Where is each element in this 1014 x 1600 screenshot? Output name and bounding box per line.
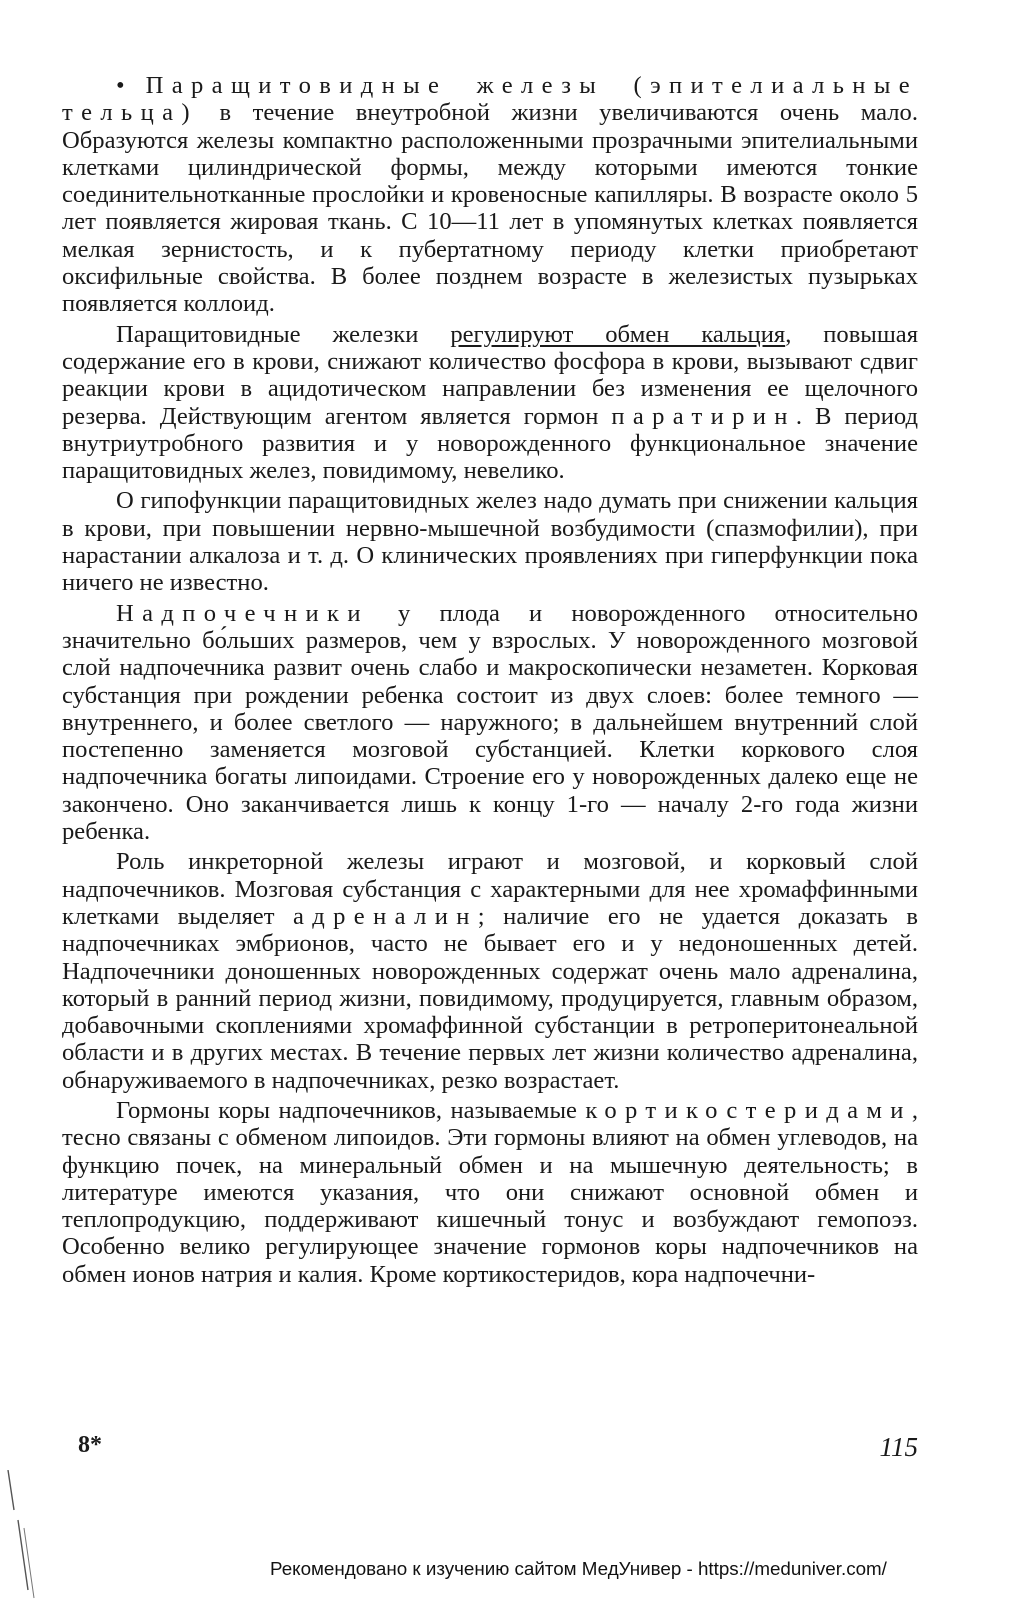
text-run: , тесно связаны с обменом липоидов. Эти гормоны влияют на обмен углеводов, на функцию почек, на минеральный обмен и на мышечную деятельность; в литературе имеются указания, что они снижают основной обмен и теплопродукцию, поддерживают кишечный тонус и возбуждают гемопоэз. Особенно велико регулирующее значение гормонов коры надпочечников на обмен ионов натрия и калия. Кроме кортикостеридов, кора надпочечни-: [62, 1096, 918, 1288]
scan-edge-marks: [0, 1470, 60, 1600]
signature-mark: 8*: [78, 1432, 102, 1458]
text-run: Роль инкреторной железы играют и мозговой, и корковый слой надпочечников. Мозговая субстанция с характерными для нее хромаффинными клетками выделяет: [62, 848, 918, 930]
spaced-term: (эпителиальные тельца): [62, 72, 918, 127]
spaced-term: паратирин: [611, 402, 796, 430]
spaced-term: Надпочечники: [116, 599, 369, 627]
document-body: [62, 72, 918, 1291]
paragraph: [62, 600, 918, 846]
paragraph: [62, 72, 918, 318]
spaced-term: Паращитовидные железы: [145, 72, 605, 99]
text-run: Паращитовидные железки: [116, 320, 451, 348]
text-run: , повышая содержание его в крови, снижают количество фосфора в крови, вызывают сдвиг реакции крови в ацидотическом направлении без изменения ее щелочного резерва. Действующим агентом является гормон: [62, 320, 919, 430]
spaced-term: кортикостеридами: [585, 1096, 912, 1124]
paragraph: [62, 1097, 918, 1288]
page-number: 115: [879, 1432, 918, 1462]
text-run: у плода и новорожденного относительно значительно бо́льших размеров, чем у взрослых. У новорожденного мозговой слой надпочечника развит очень слабо и макроскопически незаметен. Корковая субстанция при рождении ребенка состоит из двух слоев: более темного — внутреннего, и более светлого — наружного; в дальнейшем внутренний слой постепенно заменяется мозговой субстанцией. Клетки коркового слоя надпочечника богаты липоидами. Строение его у новорожденных далеко еще не закончено. Оно заканчивается лишь к концу 1-го — началу 2-го года жизни ребенка.: [62, 599, 918, 846]
text-run: в течение внеутробной жизни увеличиваются очень мало. Образуются железы компактно расположенными прозрачными эпителиальными клетками цилиндрической формы, между которыми имеются тонкие соединительнотканные прослойки и кровеносные капилляры. В возрасте около 5 лет появляется жировая ткань. С 10—11 лет в упомянутых клетках появляется мелкая зернистость, и к пубертатному периоду клетки приобретают оксифильные свойства. В более позднем возрасте в железистых пузырьках появляется коллоид.: [62, 99, 918, 318]
spaced-term: адреналин: [292, 902, 478, 930]
text-run: Гормоны коры надпочечников, называемые: [116, 1096, 586, 1124]
paragraph: [62, 848, 918, 1094]
underlined-text: регулируют обмен кальция: [450, 320, 786, 348]
watermark-text: Рекомендовано к изучению сайтом МедУнивер - https://meduniver.com/: [270, 1558, 887, 1579]
text-run: О гипофункции паращитовидных желез надо думать при снижении кальция в крови, при повышении нервно-мышечной возбудимости (спазмофилии), при нарастании алкалоза и т. д. О клинических проявлениях при гиперфункции пока ничего не известно.: [62, 487, 918, 597]
paragraph: [62, 321, 918, 485]
text-run: . В период внутриутробного развития и у новорожденного функциональное значение паращитовидных желез, повидимому, невелико.: [62, 402, 918, 485]
paragraph: [62, 487, 918, 596]
text-run: ; наличие его не удается доказать в надпочечниках эмбрионов, часто не бывает его и у недоношенных детей. Надпочечники доношенных новорожденных содержат очень мало адреналина, который в ранний период жизни, повидимому, продуцируется, главным образом, добавочными скоплениями хромаффинной субстанции в ретроперитонеальной области и в других местах. В течение первых лет жизни количество адреналина, обнаруживаемого в надпочечниках, резко возрастает.: [62, 902, 918, 1094]
page-footer: [78, 1432, 918, 1468]
text-run: •: [116, 72, 146, 99]
